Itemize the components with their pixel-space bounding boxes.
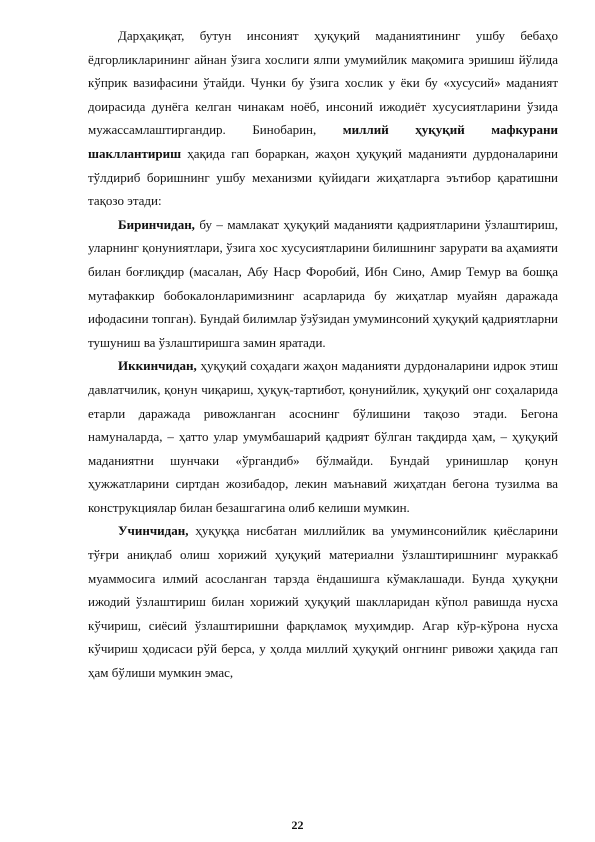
bold-phrase: миллий ҳуқуқий мафкурани шакллантириш (88, 122, 558, 161)
paragraph-text: ҳақида гап бораркан, жаҳон ҳуқуқий маданияти дурдоналарини тўлдириб боришнинг ушбу механизми қуйидаги жиҳатларга эътибор қаратишни тақозо этади: (88, 145, 558, 209)
paragraph-text: ҳуқуқий соҳадаги жаҳон маданияти дурдоналарини идрок этиш давлатчилик, қонун чиқариш, ҳуқуқ-тартибот, қонунийлик, ҳуқуқий онг соҳаларида етарли даражада ривожланган асоснинг бўлишини тақозо этади. Бегона намуналарда, – ҳатто улар умумбашарий қадрият бўлган тақдирда ҳам, – ҳуқуқий маданиятни шунчаки «ўргандиб» бўлмайди. Бундай уринишлар қонун ҳужжатларини сиртдан жозибадор, лекин маънавий жиҳатдан бегона тузилма ва конструкциялар билан безашгагина олиб келиши мумкин. (88, 358, 558, 515)
paragraph-1 (88, 24, 558, 213)
paragraph-text: бу – мамлакат ҳуқуқий маданияти қадриятларини ўзлаштириш, уларнинг қонуниятлари, ўзига хос хусусиятларини билишнинг зарурати ва аҳамияти билан боғлиқдир (масалан, Абу Наср Форобий, Ибн Сино, Амир Темур ва бошқа мутафаккир бобокалонларимизнинг асарларида бу жиҳатлар муайян даражада ифодасини топган). Бундай билимлар ўзўзидан умуминсоний ҳуқуқий қадриятларни тушуниш ва ўзлаштиришга замин яратади. (88, 216, 558, 350)
paragraph-4 (88, 519, 558, 684)
paragraph-text: Дарҳақиқат, бутун инсоният ҳуқуқий маданиятининг ушбу бебаҳо ёдгорликларининг айнан ўзига хослиги ялпи умумийлик мақомига эришиш йўлида кўприк вазифасини ўтайди. Чунки бу ўзига хослик у ёки бу «хусусий» маданият доирасида дунёга келган чинакам ноёб, инсоний ижодиёт хусусиятларини ўзида мужассамлаштиргандир. Бинобарин, (88, 28, 558, 138)
paragraph-lead: Учинчидан, (118, 523, 189, 539)
paragraph-2 (88, 213, 558, 355)
paragraph-text: ҳуқуққа нисбатан миллийлик ва умуминсонийлик қиёсларини тўғри аниқлаб олиш хорижий ҳуқуқий материални ўзлаштиришнинг мураккаб муаммосига илмий асосланган тарзда ёндашишга кўмаклашади. Бунда ҳуқуқни ижодий ўзлаштириш билан хорижий ҳуқуқий шаклларидан кўпол равишда нусха кўчириш, сиёсий ўзлаштиришни фарқламоқ муҳимдир. Агар кўр-кўрона нусха кўчириш ҳодисаси рўй берса, у ҳолда миллий ҳуқуқий онгнинг ривожи ҳақида гап ҳам бўлиши мумкин эмас, (88, 523, 558, 681)
paragraph-lead: Иккинчидан, (118, 358, 197, 374)
paragraph-3 (88, 354, 558, 519)
paragraph-lead: Биринчидан, (118, 216, 195, 232)
document-body (88, 24, 558, 685)
page-number: 22 (291, 818, 304, 832)
